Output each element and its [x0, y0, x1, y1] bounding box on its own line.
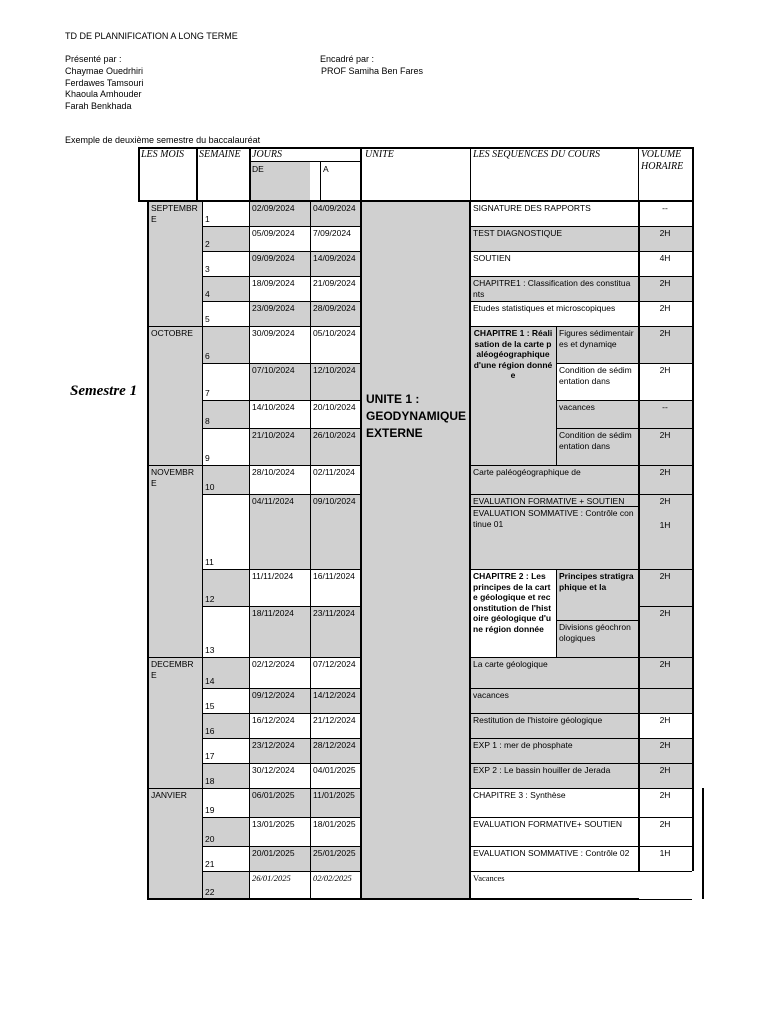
table-border — [138, 147, 693, 149]
table-border — [148, 326, 202, 327]
sequence-cell: Divisions géochronologiques — [556, 620, 638, 657]
table-border — [470, 846, 692, 847]
date-from: 04/11/2024 — [249, 494, 310, 569]
table-border — [202, 251, 362, 252]
column-header-week: SEMAINE — [196, 147, 249, 201]
table-border — [147, 201, 149, 899]
table-border — [202, 400, 362, 401]
date-to: 16/11/2024 — [310, 569, 362, 606]
table-border — [202, 428, 362, 429]
date-from: 09/12/2024 — [249, 688, 310, 713]
table-border — [556, 569, 557, 657]
date-from: 14/10/2024 — [249, 400, 310, 428]
sequence-cell: Vacances — [470, 871, 638, 899]
table-border — [202, 871, 362, 872]
volume-cell: 2H — [638, 788, 692, 817]
volume-cell: 2H — [638, 606, 692, 657]
table-border — [202, 788, 362, 789]
date-to: 05/10/2024 — [310, 326, 362, 363]
volume-cell: -- — [638, 201, 692, 226]
date-from: 28/10/2024 — [249, 465, 310, 494]
week-number: 13 — [202, 606, 249, 657]
document-title: TD DE PLANNIFICATION A LONG TERME — [65, 31, 238, 41]
table-border — [202, 738, 362, 739]
table-border — [202, 363, 362, 364]
date-from: 30/12/2024 — [249, 763, 310, 788]
table-border — [556, 620, 638, 621]
sequence-cell: CHAPITRE1 : Classification des constituants — [470, 276, 638, 301]
chapter-1-cell: CHAPITRE 1 : Réalisation de la carte paléogéographique d'une région donnée — [470, 326, 556, 465]
table-border — [470, 738, 692, 739]
volume-cell: 1H — [638, 846, 692, 871]
date-from: 23/12/2024 — [249, 738, 310, 763]
column-header-months: LES MOIS — [138, 147, 202, 201]
table-border — [469, 201, 471, 899]
table-border — [470, 494, 692, 495]
table-border — [202, 657, 362, 658]
date-from: 13/01/2025 — [249, 817, 310, 846]
volume-cell: 2H — [638, 226, 692, 251]
column-header-sequences: LES SEQUENCES DU COURS — [470, 147, 638, 201]
table-border — [202, 688, 362, 689]
date-from: 06/01/2025 — [249, 788, 310, 817]
week-number: 18 — [202, 763, 249, 788]
table-border — [202, 846, 362, 847]
week-number: 5 — [202, 301, 249, 326]
week-number: 19 — [202, 788, 249, 817]
volume-cell: 2H — [638, 301, 692, 326]
date-to: 28/09/2024 — [310, 301, 362, 326]
week-number: 3 — [202, 251, 249, 276]
date-to: 14/09/2024 — [310, 251, 362, 276]
date-from: 07/10/2024 — [249, 363, 310, 400]
column-header-volume: VOLUME HORAIRE — [638, 147, 692, 201]
table-border — [470, 788, 692, 789]
sequence-cell: La carte géologique — [470, 657, 638, 688]
sequence-cell: EVALUATION SOMMATIVE : Contrôle continue 01 — [470, 506, 638, 569]
table-border — [470, 569, 692, 570]
date-from: 16/12/2024 — [249, 713, 310, 738]
table-border — [692, 201, 694, 871]
student-name: Farah Benkhada — [65, 101, 132, 111]
volume-cell: 2H — [638, 428, 692, 465]
table-border — [202, 276, 362, 277]
table-border — [470, 817, 692, 818]
table-border — [470, 301, 692, 302]
sequence-cell: SIGNATURE DES RAPPORTS — [470, 201, 638, 226]
column-header-from: DE — [249, 162, 310, 201]
table-border — [138, 200, 694, 202]
table-border — [470, 506, 638, 507]
supervised-label: Encadré par : — [320, 54, 375, 64]
table-border — [202, 569, 362, 570]
student-name: Chaymae Ouedrhiri — [65, 66, 144, 76]
volume-cell: 2H — [638, 326, 692, 363]
table-border — [470, 899, 692, 900]
table-border — [320, 161, 321, 201]
table-border — [692, 147, 694, 201]
date-from: 18/09/2024 — [249, 276, 310, 301]
sequence-cell: Carte paléogéographique de — [470, 465, 638, 494]
table-border — [556, 363, 638, 364]
week-number: 9 — [202, 428, 249, 465]
volume-cell: 2H — [638, 713, 692, 738]
table-border — [470, 688, 692, 689]
date-from: 11/11/2024 — [249, 569, 310, 606]
sequence-cell: EXP 2 : Le bassin houiller de Jerada — [470, 763, 638, 788]
column-header-days: JOURS — [249, 147, 360, 162]
week-number: 20 — [202, 817, 249, 846]
week-number: 7 — [202, 363, 249, 400]
date-from: 21/10/2024 — [249, 428, 310, 465]
example-caption: Exemple de deuxième semestre du baccalauréat — [65, 135, 261, 145]
date-to: 7/09/2024 — [310, 226, 362, 251]
table-border — [470, 763, 692, 764]
sequence-cell: CHAPITRE 3 : Synthèse — [470, 788, 638, 817]
month-label: JANVIER — [151, 790, 187, 800]
week-number: 12 — [202, 569, 249, 606]
volume-cell: 1H — [638, 518, 692, 569]
table-border — [310, 201, 311, 899]
date-to: 02/11/2024 — [310, 465, 362, 494]
table-border — [249, 201, 250, 899]
table-border — [249, 147, 251, 201]
table-border — [202, 763, 362, 764]
table-border — [470, 713, 692, 714]
date-to: 21/09/2024 — [310, 276, 362, 301]
date-to: 18/01/2025 — [310, 817, 362, 846]
date-to: 14/12/2024 — [310, 688, 362, 713]
sequence-cell: Figures sédimentaires et dynamiqe — [556, 326, 638, 363]
week-number: 1 — [202, 201, 249, 226]
week-number: 6 — [202, 326, 249, 363]
table-border — [360, 147, 362, 201]
sequence-cell: vacances — [556, 400, 638, 428]
volume-cell: 2H — [638, 465, 692, 494]
table-border — [148, 657, 202, 658]
sequence-cell: vacances — [470, 688, 638, 713]
sequence-cell: Condition de sédimentation dans — [556, 428, 638, 465]
table-border — [249, 161, 360, 162]
table-border — [470, 465, 692, 466]
volume-cell — [638, 688, 692, 713]
table-border — [470, 276, 692, 277]
month-label: OCTOBRE — [151, 328, 193, 338]
date-from: 18/11/2024 — [249, 606, 310, 657]
month-label: DECEMBRE — [151, 659, 194, 680]
semester-label: Semestre 1 — [70, 383, 138, 399]
date-from: 23/09/2024 — [249, 301, 310, 326]
date-to: 11/01/2025 — [310, 788, 362, 817]
presented-label: Présenté par : — [65, 54, 122, 64]
table-border — [638, 400, 692, 401]
week-number: 21 — [202, 846, 249, 871]
table-border — [202, 326, 362, 327]
sequence-cell: Etudes statistiques et microscopiques — [470, 301, 638, 326]
table-border — [556, 400, 638, 401]
unit-column — [362, 201, 470, 899]
table-border — [470, 657, 692, 658]
table-border — [202, 494, 362, 495]
date-from: 09/09/2024 — [249, 251, 310, 276]
date-to: 23/11/2024 — [310, 606, 362, 657]
table-border — [148, 465, 202, 466]
table-border — [202, 817, 362, 818]
table-border — [470, 871, 692, 872]
table-border — [147, 898, 470, 900]
week-number: 22 — [202, 871, 249, 899]
volume-cell: 2H — [638, 763, 692, 788]
volume-cell: 2H — [638, 494, 692, 518]
month-label: SEPTEMBRE — [151, 203, 198, 224]
volume-cell: -- — [638, 400, 692, 428]
unit-label: UNITE 1 : GEODYNAMIQUE EXTERNE — [366, 392, 467, 440]
date-to: 12/10/2024 — [310, 363, 362, 400]
table-border — [202, 226, 362, 227]
table-border — [556, 428, 638, 429]
date-to: 07/12/2024 — [310, 657, 362, 688]
week-number: 14 — [202, 657, 249, 688]
sequence-cell: TEST DIAGNOSTIQUE — [470, 226, 638, 251]
supervisor-name: PROF Samiha Ben Fares — [321, 66, 424, 76]
week-number: 17 — [202, 738, 249, 763]
table-border — [638, 147, 639, 201]
date-from: 02/12/2024 — [249, 657, 310, 688]
month-label: NOVEMBRE — [151, 467, 194, 488]
week-number: 8 — [202, 400, 249, 428]
table-border — [702, 788, 704, 899]
date-to: 04/01/2025 — [310, 763, 362, 788]
date-from: 30/09/2024 — [249, 326, 310, 363]
table-border — [202, 201, 203, 899]
chapter-2-cell: CHAPITRE 2 : Les principes de la carte géologique et reconstitution de l'histoire géologique d'une région donnée — [470, 569, 556, 657]
student-name: Ferdawes Tamsouri — [65, 78, 144, 88]
table-border — [202, 713, 362, 714]
date-from: 20/01/2025 — [249, 846, 310, 871]
date-to: 02/02/2025 — [310, 871, 362, 899]
sequence-cell: EVALUATION FORMATIVE + SOUTIEN — [470, 494, 638, 506]
date-from: 26/01/2025 — [249, 871, 310, 899]
sequence-cell: EVALUATION SOMMATIVE : Contrôle 02 — [470, 846, 638, 871]
date-to: 25/01/2025 — [310, 846, 362, 871]
table-border — [202, 465, 362, 466]
date-from: 02/09/2024 — [249, 201, 310, 226]
table-border — [638, 606, 692, 607]
table-border — [638, 428, 692, 429]
table-border — [556, 326, 557, 465]
week-number: 2 — [202, 226, 249, 251]
table-border — [470, 147, 471, 201]
date-to: 26/10/2024 — [310, 428, 362, 465]
table-border — [202, 301, 362, 302]
volume-cell: 2H — [638, 276, 692, 301]
volume-cell: 2H — [638, 363, 692, 400]
week-number: 10 — [202, 465, 249, 494]
table-border — [196, 147, 198, 201]
table-border — [470, 226, 692, 227]
date-to: 28/12/2024 — [310, 738, 362, 763]
table-border — [138, 147, 140, 201]
sequence-cell: EVALUATION FORMATIVE+ SOUTIEN — [470, 817, 638, 846]
table-border — [470, 251, 692, 252]
week-number: 16 — [202, 713, 249, 738]
sequence-cell: Condition de sédimentation dans — [556, 363, 638, 400]
date-to: 04/09/2024 — [310, 201, 362, 226]
date-from: 05/09/2024 — [249, 226, 310, 251]
table-border — [638, 363, 692, 364]
table-border — [202, 606, 362, 607]
volume-cell: 2H — [638, 657, 692, 688]
column-header-to: A — [320, 162, 360, 201]
sequence-cell: Restitution de l'histoire géologique — [470, 713, 638, 738]
student-name: Khaoula Amhouder — [65, 89, 142, 99]
sequence-cell: SOUTIEN — [470, 251, 638, 276]
table-border — [148, 788, 202, 789]
week-number: 4 — [202, 276, 249, 301]
date-to: 20/10/2024 — [310, 400, 362, 428]
sequence-cell: EXP 1 : mer de phosphate — [470, 738, 638, 763]
column-header-unit: UNITE — [362, 147, 470, 201]
volume-cell: 2H — [638, 569, 692, 606]
table-border — [470, 326, 692, 327]
volume-cell: 2H — [638, 817, 692, 846]
sequence-cell: Principes stratigraphique et la — [556, 569, 638, 620]
date-to: 09/10/2024 — [310, 494, 362, 569]
table-border — [360, 201, 362, 899]
week-number: 11 — [202, 494, 249, 569]
volume-cell: 2H — [638, 738, 692, 763]
volume-cell: 4H — [638, 251, 692, 276]
date-to: 21/12/2024 — [310, 713, 362, 738]
week-number: 15 — [202, 688, 249, 713]
